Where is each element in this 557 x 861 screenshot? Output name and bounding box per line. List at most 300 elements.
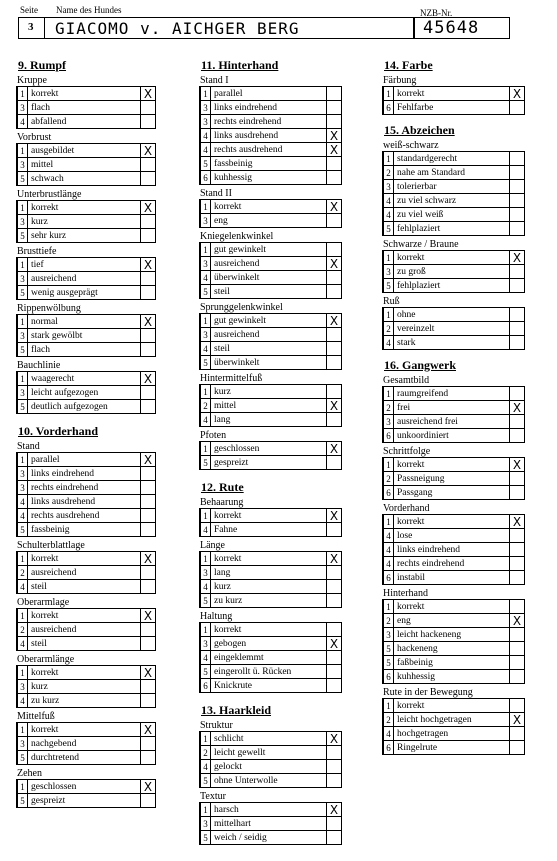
option-checkbox[interactable]	[141, 523, 156, 537]
option-number: 5	[17, 400, 28, 414]
section-title: 11. Hinterhand	[201, 58, 279, 72]
option-checkbox[interactable]	[510, 600, 525, 614]
option-checkbox[interactable]	[510, 415, 525, 429]
option-row	[200, 385, 342, 399]
option-row	[383, 529, 525, 543]
option-checkbox[interactable]	[510, 194, 525, 208]
option-checkbox[interactable]: X	[510, 614, 525, 628]
option-checkbox[interactable]: X	[141, 552, 156, 566]
option-checkbox[interactable]	[510, 222, 525, 236]
option-label: mittel	[211, 399, 327, 413]
option-row	[200, 285, 342, 299]
option-number: 3	[17, 215, 28, 229]
group-title: Oberarmlänge	[17, 654, 75, 665]
option-checkbox[interactable]	[510, 628, 525, 642]
option-checkbox[interactable]: X	[327, 257, 342, 271]
option-label: rechts eindrehend	[211, 115, 327, 129]
option-checkbox[interactable]	[510, 529, 525, 543]
option-number: 2	[383, 713, 394, 727]
option-row	[200, 157, 342, 171]
option-checkbox[interactable]	[141, 229, 156, 243]
option-label: ausreichend	[28, 566, 141, 580]
option-table	[16, 551, 156, 594]
option-checkbox[interactable]	[141, 694, 156, 708]
option-checkbox[interactable]: X	[327, 637, 342, 651]
option-checkbox[interactable]	[141, 566, 156, 580]
option-checkbox[interactable]	[141, 737, 156, 751]
option-number: 2	[200, 399, 211, 413]
option-checkbox[interactable]	[510, 180, 525, 194]
option-checkbox[interactable]	[327, 594, 342, 608]
option-row	[17, 566, 156, 580]
option-checkbox[interactable]	[510, 571, 525, 585]
option-label: kurz	[211, 385, 327, 399]
option-number: 6	[200, 679, 211, 693]
option-number: 4	[200, 271, 211, 285]
option-checkbox[interactable]	[327, 356, 342, 370]
option-checkbox[interactable]	[141, 115, 156, 129]
section-11-hinterhand	[199, 58, 342, 470]
option-row	[383, 265, 525, 279]
option-row	[200, 442, 342, 456]
option-checkbox[interactable]	[327, 523, 342, 537]
option-label: geschlossen	[211, 442, 327, 456]
option-checkbox[interactable]	[327, 115, 342, 129]
option-label: hochgetragen	[394, 727, 510, 741]
option-number: 6	[383, 101, 394, 115]
option-checkbox[interactable]	[327, 580, 342, 594]
option-checkbox[interactable]: X	[141, 780, 156, 794]
option-checkbox[interactable]: X	[327, 509, 342, 523]
option-row	[17, 286, 156, 300]
option-number: 5	[17, 286, 28, 300]
option-checkbox[interactable]	[327, 285, 342, 299]
option-checkbox[interactable]	[141, 680, 156, 694]
option-row	[17, 680, 156, 694]
name-field[interactable]	[44, 17, 414, 39]
option-row	[200, 594, 342, 608]
option-checkbox[interactable]	[510, 387, 525, 401]
option-checkbox[interactable]	[327, 679, 342, 693]
option-label: leicht gewellt	[211, 746, 327, 760]
option-row	[383, 670, 525, 684]
option-label: korrekt	[211, 200, 327, 214]
option-number: 3	[200, 637, 211, 651]
option-row	[17, 495, 156, 509]
column-left	[16, 52, 156, 811]
option-table	[199, 384, 342, 427]
option-checkbox[interactable]	[510, 336, 525, 350]
option-number: 4	[17, 495, 28, 509]
option-row	[200, 399, 342, 413]
option-label: steil	[28, 580, 141, 594]
option-checkbox[interactable]	[327, 817, 342, 831]
option-row	[17, 694, 156, 708]
option-checkbox[interactable]: X	[510, 515, 525, 529]
option-row	[200, 129, 342, 143]
option-row	[17, 623, 156, 637]
option-row	[17, 115, 156, 129]
option-checkbox[interactable]: X	[141, 201, 156, 215]
option-row	[383, 642, 525, 656]
option-number: 4	[17, 694, 28, 708]
option-checkbox[interactable]: X	[141, 666, 156, 680]
option-row	[200, 651, 342, 665]
option-checkbox[interactable]	[141, 400, 156, 414]
option-checkbox[interactable]	[510, 670, 525, 684]
group-title: Hintermittelfuß	[200, 373, 263, 384]
option-label: zu groß	[394, 265, 510, 279]
option-table	[16, 86, 156, 129]
group-gesamtbild	[382, 375, 525, 443]
option-number: 1	[17, 258, 28, 272]
option-table	[382, 599, 525, 684]
option-label: steil	[28, 637, 141, 651]
option-row	[17, 372, 156, 386]
option-row	[383, 152, 525, 166]
option-checkbox[interactable]	[141, 158, 156, 172]
option-label: rechts eindrehend	[28, 481, 141, 495]
option-label: eingerollt ü. Rücken	[211, 665, 327, 679]
option-checkbox[interactable]	[327, 760, 342, 774]
option-row	[200, 580, 342, 594]
option-checkbox[interactable]: X	[141, 723, 156, 737]
option-label: ohne	[394, 308, 510, 322]
option-checkbox[interactable]	[141, 467, 156, 481]
option-checkbox[interactable]	[327, 342, 342, 356]
option-row	[383, 557, 525, 571]
option-label: links eindrehend	[394, 543, 510, 557]
option-checkbox[interactable]	[327, 243, 342, 257]
option-row	[17, 229, 156, 243]
option-checkbox[interactable]	[327, 746, 342, 760]
option-number: 6	[383, 429, 394, 443]
option-number: 1	[383, 699, 394, 713]
option-checkbox[interactable]	[141, 329, 156, 343]
option-label: ausreichend	[28, 623, 141, 637]
option-checkbox[interactable]	[510, 486, 525, 500]
group-title: Schrittfolge	[383, 446, 431, 457]
option-number: 3	[17, 272, 28, 286]
name-label: Name des Hundes	[56, 5, 122, 15]
option-label: überwinkelt	[211, 356, 327, 370]
option-checkbox[interactable]: X	[327, 442, 342, 456]
option-label: zu viel schwarz	[394, 194, 510, 208]
option-checkbox[interactable]	[327, 623, 342, 637]
option-row	[383, 472, 525, 486]
option-checkbox[interactable]: X	[327, 399, 342, 413]
group-oberarmlänge	[16, 654, 156, 708]
option-row	[383, 180, 525, 194]
group-rute-in-der-bewegung	[382, 687, 525, 755]
option-number: 1	[17, 144, 28, 158]
option-row	[17, 794, 156, 808]
option-checkbox[interactable]: X	[141, 609, 156, 623]
nzb-value: 45648	[423, 18, 480, 38]
option-checkbox[interactable]	[327, 385, 342, 399]
option-checkbox[interactable]	[327, 831, 342, 845]
option-checkbox[interactable]: X	[510, 87, 525, 101]
option-label: gelockt	[211, 760, 327, 774]
option-label: normal	[28, 315, 141, 329]
option-number: 1	[200, 509, 211, 523]
option-checkbox[interactable]	[510, 308, 525, 322]
option-checkbox[interactable]: X	[327, 200, 342, 214]
option-label: ausreichend	[211, 328, 327, 342]
option-row	[200, 665, 342, 679]
option-checkbox[interactable]	[327, 566, 342, 580]
option-checkbox[interactable]: X	[510, 401, 525, 415]
option-row	[17, 329, 156, 343]
option-checkbox[interactable]	[510, 265, 525, 279]
option-label: wenig ausgeprägt	[28, 286, 141, 300]
group-title: Brusttiefe	[17, 246, 57, 257]
option-row	[17, 723, 156, 737]
option-checkbox[interactable]	[327, 774, 342, 788]
option-checkbox[interactable]	[141, 386, 156, 400]
option-table	[382, 386, 525, 443]
option-checkbox[interactable]: X	[327, 803, 342, 817]
option-table	[199, 508, 342, 537]
option-number: 1	[200, 243, 211, 257]
group-title: Oberarmlage	[17, 597, 70, 608]
option-checkbox[interactable]	[327, 171, 342, 185]
option-checkbox[interactable]	[510, 727, 525, 741]
option-row	[200, 623, 342, 637]
option-number: 3	[17, 467, 28, 481]
option-table	[16, 452, 156, 537]
option-number: 5	[383, 642, 394, 656]
option-number: 1	[17, 453, 28, 467]
option-row	[383, 458, 525, 472]
option-number: 1	[383, 308, 394, 322]
option-label: raumgreifend	[394, 387, 510, 401]
option-checkbox[interactable]	[141, 751, 156, 765]
option-checkbox[interactable]	[141, 286, 156, 300]
option-checkbox[interactable]	[327, 328, 342, 342]
option-number: 3	[383, 180, 394, 194]
option-checkbox[interactable]: X	[141, 258, 156, 272]
option-row	[200, 637, 342, 651]
option-checkbox[interactable]	[327, 665, 342, 679]
option-row	[383, 166, 525, 180]
option-label: links ausdrehend	[211, 129, 327, 143]
option-checkbox[interactable]: X	[141, 372, 156, 386]
seite-value: 3	[28, 21, 34, 33]
option-label: stark gewölbt	[28, 329, 141, 343]
option-checkbox[interactable]	[141, 637, 156, 651]
option-label: Knickrute	[211, 679, 327, 693]
option-checkbox[interactable]: X	[510, 713, 525, 727]
option-checkbox[interactable]: X	[327, 732, 342, 746]
option-label: eng	[394, 614, 510, 628]
option-checkbox[interactable]	[141, 580, 156, 594]
option-table	[199, 802, 342, 845]
option-label: eingeklemmt	[211, 651, 327, 665]
option-number: 3	[17, 329, 28, 343]
option-table	[382, 151, 525, 236]
option-checkbox[interactable]	[327, 413, 342, 427]
option-number: 4	[200, 651, 211, 665]
option-checkbox[interactable]	[327, 271, 342, 285]
option-checkbox[interactable]	[510, 152, 525, 166]
option-number: 5	[200, 356, 211, 370]
option-row	[200, 115, 342, 129]
option-row	[383, 656, 525, 670]
option-label: hackeneng	[394, 642, 510, 656]
option-label: ausreichend frei	[394, 415, 510, 429]
group-title: Ruß	[383, 296, 400, 307]
option-checkbox[interactable]	[510, 699, 525, 713]
option-label: gut gewinkelt	[211, 243, 327, 257]
option-number: 1	[17, 201, 28, 215]
option-row	[17, 386, 156, 400]
group-title: Stand I	[200, 75, 229, 86]
option-row	[17, 523, 156, 537]
option-label: steil	[211, 285, 327, 299]
group-title: Vorderhand	[383, 503, 430, 514]
option-number: 1	[200, 385, 211, 399]
option-label: tief	[28, 258, 141, 272]
option-checkbox[interactable]: X	[327, 143, 342, 157]
option-label: ausgebildet	[28, 144, 141, 158]
option-checkbox[interactable]	[141, 272, 156, 286]
option-label: ohne Unterwolle	[211, 774, 327, 788]
option-checkbox[interactable]	[141, 481, 156, 495]
option-checkbox[interactable]	[141, 495, 156, 509]
option-number: 4	[17, 637, 28, 651]
group-brusttiefe	[16, 246, 156, 300]
option-checkbox[interactable]	[510, 208, 525, 222]
column-right	[382, 52, 525, 758]
group-zehen	[16, 768, 156, 808]
option-checkbox[interactable]: X	[141, 453, 156, 467]
option-checkbox[interactable]: X	[141, 315, 156, 329]
option-checkbox[interactable]: X	[327, 552, 342, 566]
option-row	[17, 87, 156, 101]
option-checkbox[interactable]	[510, 279, 525, 293]
group-title: Länge	[200, 540, 225, 551]
option-number: 3	[17, 481, 28, 495]
option-checkbox[interactable]	[510, 101, 525, 115]
option-checkbox[interactable]	[141, 794, 156, 808]
option-number: 1	[17, 666, 28, 680]
option-checkbox[interactable]	[510, 656, 525, 670]
option-checkbox[interactable]	[510, 429, 525, 443]
option-number: 5	[17, 523, 28, 537]
option-checkbox[interactable]: X	[510, 251, 525, 265]
option-row	[383, 600, 525, 614]
option-checkbox[interactable]	[327, 157, 342, 171]
option-table	[199, 441, 342, 470]
option-label: harsch	[211, 803, 327, 817]
option-checkbox[interactable]	[510, 322, 525, 336]
option-label: parallel	[28, 453, 141, 467]
option-label: flach	[28, 101, 141, 115]
option-number: 1	[17, 723, 28, 737]
option-table	[16, 665, 156, 708]
option-label: schwach	[28, 172, 141, 186]
option-label: korrekt	[394, 251, 510, 265]
option-number: 5	[200, 594, 211, 608]
option-row	[17, 315, 156, 329]
option-label: korrekt	[28, 552, 141, 566]
option-row	[17, 453, 156, 467]
option-table	[199, 622, 342, 693]
option-checkbox[interactable]	[327, 456, 342, 470]
option-table	[16, 371, 156, 414]
option-checkbox[interactable]: X	[141, 87, 156, 101]
group-kruppe	[16, 75, 156, 129]
option-label: kurz	[28, 680, 141, 694]
option-checkbox[interactable]	[327, 651, 342, 665]
option-checkbox[interactable]	[141, 509, 156, 523]
option-checkbox[interactable]	[510, 472, 525, 486]
option-checkbox[interactable]	[510, 557, 525, 571]
option-row	[383, 486, 525, 500]
option-checkbox[interactable]	[141, 101, 156, 115]
option-number: 1	[17, 552, 28, 566]
seite-field[interactable]	[18, 17, 45, 39]
option-checkbox[interactable]	[510, 642, 525, 656]
option-label: instabil	[394, 571, 510, 585]
group-färbung	[382, 75, 525, 115]
section-15-abzeichen	[382, 123, 525, 350]
option-label: kuhhessig	[394, 670, 510, 684]
option-checkbox[interactable]: X	[141, 144, 156, 158]
group-pfoten	[199, 430, 342, 470]
option-checkbox[interactable]	[141, 343, 156, 357]
option-row	[383, 515, 525, 529]
option-checkbox[interactable]	[327, 87, 342, 101]
group-mittelfuß	[16, 711, 156, 765]
option-table	[199, 731, 342, 788]
nzb-field[interactable]	[414, 17, 510, 39]
option-checkbox[interactable]	[510, 543, 525, 557]
option-label: stark	[394, 336, 510, 350]
option-number: 1	[17, 609, 28, 623]
option-label: waagerecht	[28, 372, 141, 386]
option-row	[383, 543, 525, 557]
option-number: 4	[200, 523, 211, 537]
option-checkbox[interactable]: X	[327, 314, 342, 328]
option-checkbox[interactable]	[141, 172, 156, 186]
option-checkbox[interactable]	[510, 166, 525, 180]
option-label: steil	[211, 342, 327, 356]
option-checkbox[interactable]: X	[327, 129, 342, 143]
group-vorderhand	[382, 503, 525, 585]
group-title: Stand	[17, 441, 40, 452]
option-label: schlicht	[211, 732, 327, 746]
option-table	[199, 199, 342, 228]
option-number: 1	[383, 387, 394, 401]
option-number: 1	[17, 87, 28, 101]
group-oberarmlage	[16, 597, 156, 651]
group-title: Bauchlinie	[17, 360, 61, 371]
option-checkbox[interactable]: X	[510, 458, 525, 472]
option-number: 3	[200, 214, 211, 228]
option-row	[17, 215, 156, 229]
group-rippenwölbung	[16, 303, 156, 357]
option-checkbox[interactable]	[327, 101, 342, 115]
option-checkbox[interactable]	[141, 215, 156, 229]
option-checkbox[interactable]	[327, 214, 342, 228]
option-checkbox[interactable]	[141, 623, 156, 637]
option-row	[200, 760, 342, 774]
option-number: 5	[17, 751, 28, 765]
option-label: standardgerecht	[394, 152, 510, 166]
option-checkbox[interactable]	[510, 741, 525, 755]
